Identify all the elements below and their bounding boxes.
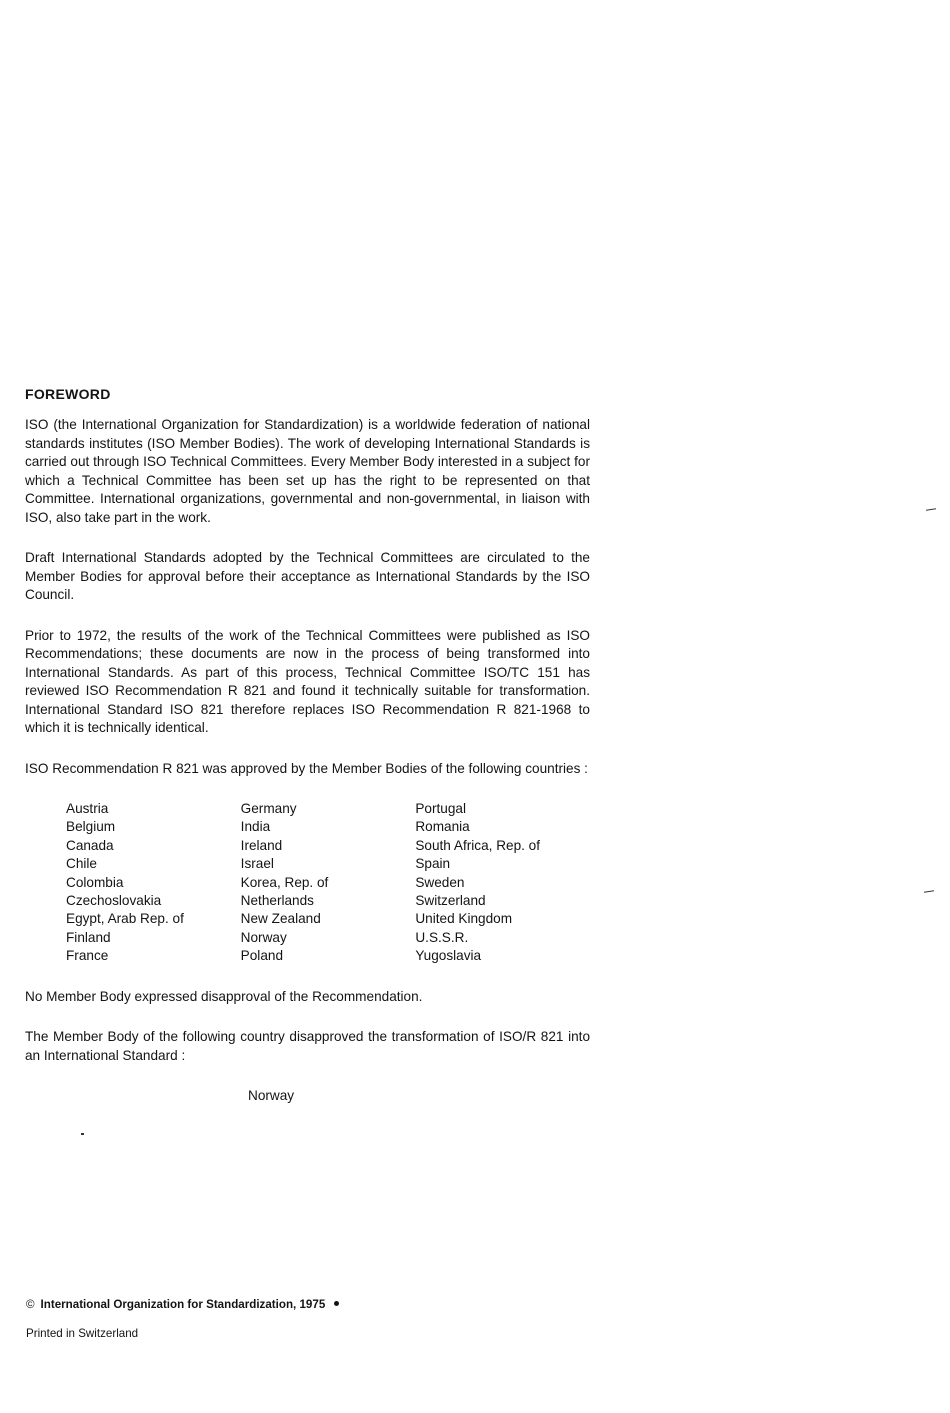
country-item: Colombia	[66, 874, 124, 890]
country-item: Belgium	[66, 819, 116, 835]
country-item: Switzerland	[415, 893, 486, 909]
country-item: Canada	[66, 837, 114, 853]
paragraph-draft-standards: Draft International Standards adopted by the Technical Committees are circulated to the Member Bodies for approval before their acceptance as International Standards by the ISO Council.	[25, 550, 590, 602]
country-item: Chile	[66, 856, 97, 872]
approving-countries-list	[66, 800, 590, 966]
country-item: Sweden	[415, 874, 465, 890]
country-item: Portugal	[415, 801, 466, 816]
scan-artifact-mark	[924, 890, 934, 892]
country-item: Poland	[240, 948, 283, 964]
country-item: Yugoslavia	[415, 948, 482, 964]
country-item: Norway	[240, 929, 287, 945]
country-item: United Kingdom	[415, 911, 513, 927]
paragraph-approval-intro: ISO Recommendation R 821 was approved by the Member Bodies of the following countries :	[25, 760, 588, 776]
country-item: U.S.S.R.	[415, 929, 469, 945]
country-item: France	[66, 948, 109, 964]
copyright-line	[26, 1296, 339, 1314]
countries-column-1	[66, 800, 241, 966]
disapproval-intro: The Member Body of the following country disapproved the transformation of ISO/R 821 into an International Standard :	[25, 1029, 590, 1063]
disapproving-country: Norway	[248, 1088, 295, 1104]
country-item: Egypt, Arab Rep. of	[66, 911, 184, 927]
countries-column-3	[415, 800, 590, 966]
country-item: Romania	[415, 819, 470, 835]
countries-column-2	[241, 800, 416, 966]
foreword-section	[25, 384, 590, 1106]
copyright-text: International Organization for Standardization, 1975	[40, 1298, 326, 1311]
scan-artifact-mark	[926, 508, 936, 510]
country-item: Austria	[66, 801, 109, 816]
page-footer	[26, 1296, 339, 1342]
country-item: New Zealand	[240, 911, 321, 927]
country-item: Israel	[240, 856, 274, 872]
country-item: South Africa, Rep. of	[415, 837, 541, 853]
country-item: Finland	[66, 929, 111, 945]
copyright-symbol: ©	[26, 1298, 35, 1311]
country-item: Netherlands	[240, 893, 314, 909]
country-item: Ireland	[240, 837, 283, 853]
foreword-heading: FOREWORD	[25, 386, 111, 402]
scan-artifact-mark	[81, 1133, 84, 1135]
country-item: Korea, Rep. of	[240, 874, 329, 890]
country-item: India	[240, 819, 271, 835]
paragraph-iso-intro: ISO (the International Organization for Standardization) is a worldwide federation of national standards institutes (ISO Member Bodies). The work of developing International Standards is carried out through ISO Technical Committees. Every Member Body interested in a subject for which a Technical Committee has been set up has the right to be represented on that Committee. International organizations, governmental and non-governmental, in liaison with ISO, also take part in the work.	[25, 417, 590, 525]
printed-in-line: Printed in Switzerland	[26, 1327, 139, 1340]
no-disapproval-statement: No Member Body expressed disapproval of the Recommendation.	[25, 988, 423, 1004]
bullet-dot-icon	[334, 1301, 339, 1306]
paragraph-transformation: Prior to 1972, the results of the work of the Technical Committees were published as ISO Recommendations; these documents are now in the process of being transformed into International Standards. As part of this process, Technical Committee ISO/TC 151 has reviewed ISO Recommendation R 821 and found it technically suitable for transformation. International Standard ISO 821 therefore replaces ISO Recommendation R 821-1968 to which it is technically identical.	[25, 627, 590, 735]
country-item: Germany	[240, 801, 297, 816]
country-item: Czechoslovakia	[66, 893, 162, 909]
country-item: Spain	[415, 856, 451, 872]
